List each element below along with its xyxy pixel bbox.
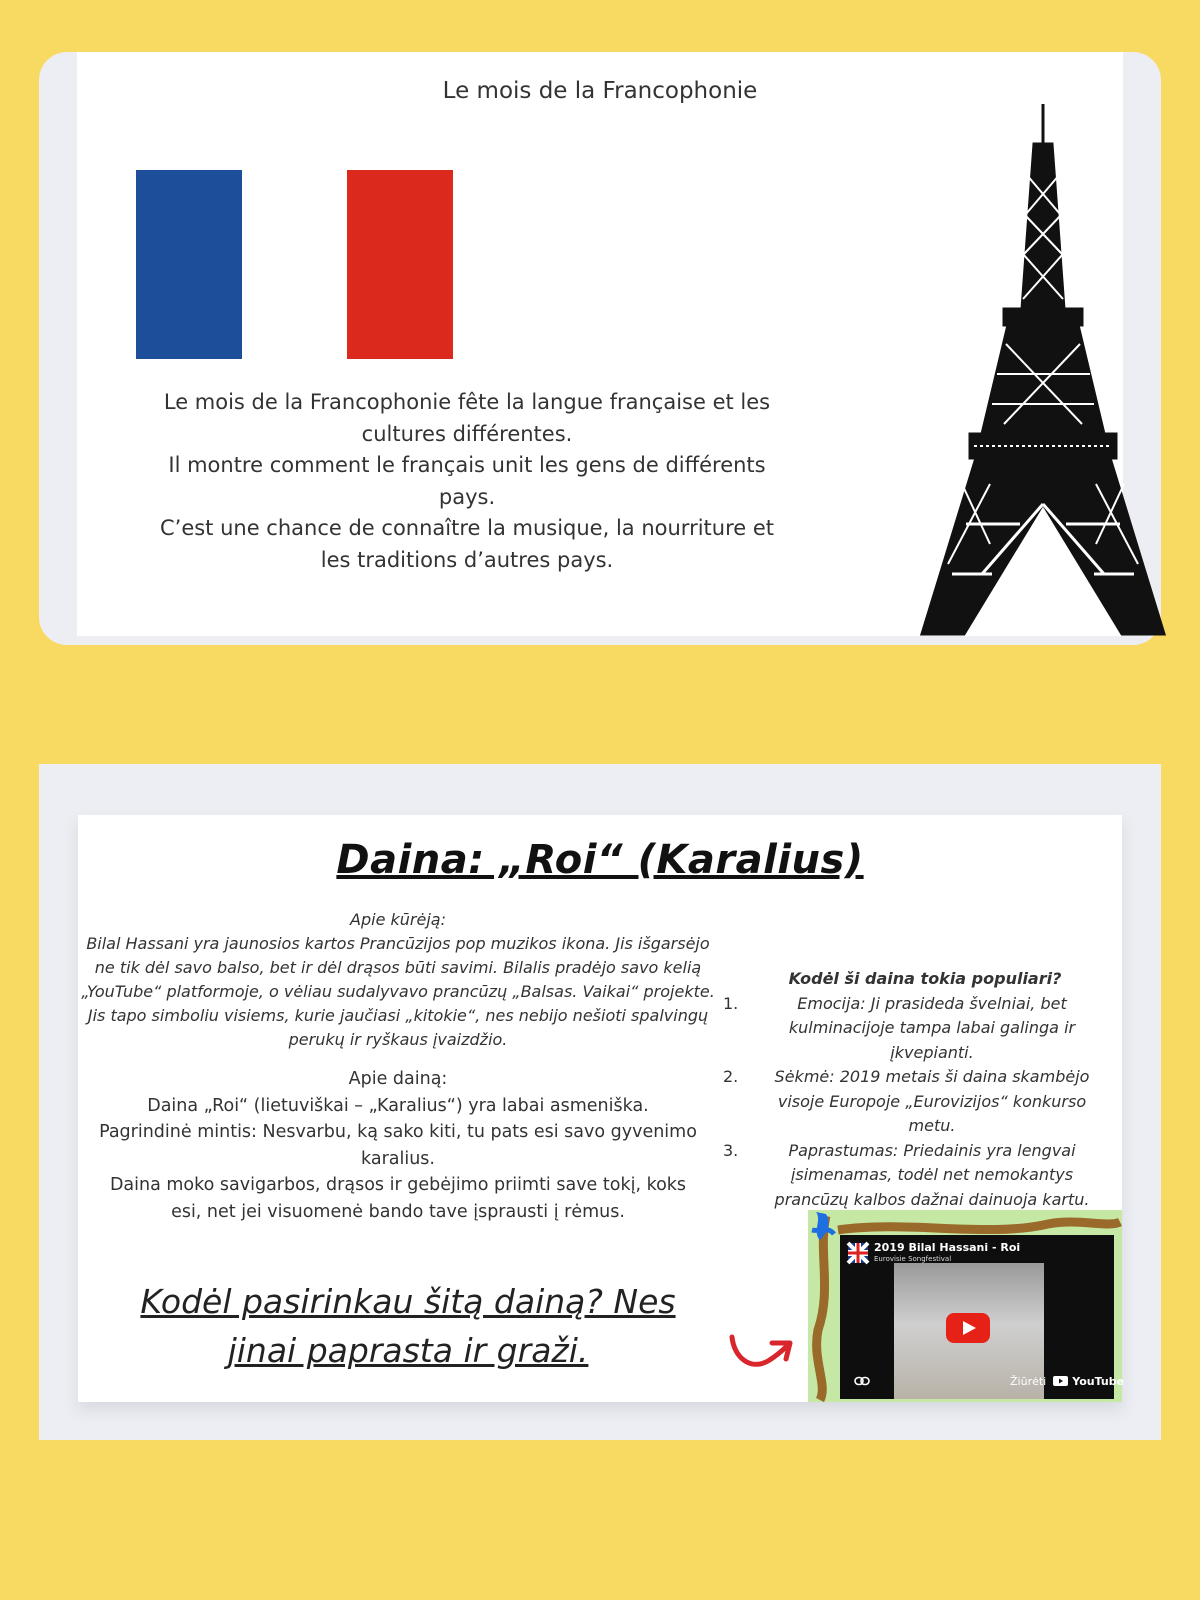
about-creator (78, 908, 718, 1052)
list-number: 2. (723, 1067, 739, 1086)
about-song-line: Daina moko savigarbos, drąsos ir gebėjimo priimti save tokį, koks esi, net jei visuomenė bando tave įsprausti į rėmus. (109, 1175, 687, 1222)
paragraph-line: C’est une chance de connaître la musique, la nourriture et les traditions d’autres pays. (159, 516, 774, 572)
flag-red-stripe (347, 170, 453, 359)
slide-card-francophonie[interactable] (39, 52, 1161, 645)
flag-white-stripe (242, 170, 348, 359)
watch-on-youtube-button[interactable] (1010, 1375, 1124, 1388)
list-item (723, 992, 1107, 1066)
watch-label: Žiūrėti (1010, 1375, 1047, 1388)
french-flag-image (136, 170, 453, 359)
about-creator-heading: Apie kūrėją: (350, 910, 446, 929)
link-icon[interactable] (854, 1375, 870, 1389)
slide-title: Daina: „Roi“ (Karalius) (336, 837, 864, 883)
list-number: 3. (723, 1140, 739, 1160)
eiffel-tower-image (922, 104, 1164, 634)
slide-card-song[interactable] (39, 764, 1161, 1440)
about-creator-text: Bilal Hassani yra jaunosios kartos Prancūzijos pop muzikos ikona. Jis išgarsėjo ne tik dėl savo balso, bet ir dėl drąsos būti savimi. Bilalis pradėjo savo kelią „YouTube“ platformoje, o vėliau sudalyvavo prancūzų „Balsas. Vaikai“ projekte. Jis tapo simboliu visiems, kurie jaučiasi „kitokie“, nes nebijo nešioti spalvingų perukų ir ryškaus įvaizdžio. (81, 934, 715, 1049)
video-title[interactable]: 2019 Bilal Hassani - Roi (874, 1241, 1021, 1254)
list-item (723, 1139, 1107, 1213)
uk-flag-icon (848, 1243, 868, 1263)
slide-title: Le mois de la Francophonie (442, 78, 758, 104)
popularity-list (723, 967, 1107, 1212)
list-item-text: Paprastumas: Priedainis yra lengvai įsimenamas, todėl net nemokantys prancūzų kalbos dažnai dainuoja kartu. (774, 1140, 1090, 1209)
about-song-line: Pagrindinė mintis: Nesvarbu, ką sako kiti, tu pats esi savo gyvenimo karalius. (99, 1122, 697, 1169)
about-song-heading: Apie dainą: (348, 1069, 448, 1089)
flag-blue-stripe (136, 170, 242, 359)
why-chosen-text: Kodėl pasirinkau šitą dainą? Nes jinai paprasta ir graži. (140, 1282, 676, 1370)
about-song (93, 1066, 703, 1225)
list-item-text: Sėkmė: 2019 metais ši daina skambėjo visoje Europoje „Eurovizijos“ konkurso metu. (774, 1067, 1090, 1135)
list-item-text: Emocija: Ji prasideda švelniai, bet kulminacijoje tampa labai galinga ir įkvepianti. (788, 993, 1076, 1062)
list-item (723, 1065, 1107, 1139)
list-number: 1. (723, 993, 739, 1013)
paragraph-line: Il montre comment le français unit les gens de différents pays. (168, 453, 766, 509)
paragraph-line: Le mois de la Francophonie fête la langue française et les cultures différentes. (163, 390, 771, 446)
slide-song (78, 815, 1125, 1402)
popularity-heading: Kodėl ši daina tokia populiari? (788, 969, 1062, 988)
red-arrow-icon (728, 1327, 794, 1375)
video-channel[interactable]: Eurovisie Songfestival (874, 1255, 952, 1263)
youtube-video-embed[interactable] (840, 1235, 1125, 1399)
platform-label: YouTube (1072, 1375, 1125, 1388)
slide-francophonie (77, 52, 1123, 636)
francophonie-paragraph (147, 387, 787, 576)
about-song-line: Daina „Roi“ (lietuviškai – „Karalius“) yra labai asmeniška. (147, 1095, 649, 1116)
youtube-logo-icon (1053, 1376, 1068, 1386)
youtube-play-icon[interactable] (946, 1313, 990, 1343)
